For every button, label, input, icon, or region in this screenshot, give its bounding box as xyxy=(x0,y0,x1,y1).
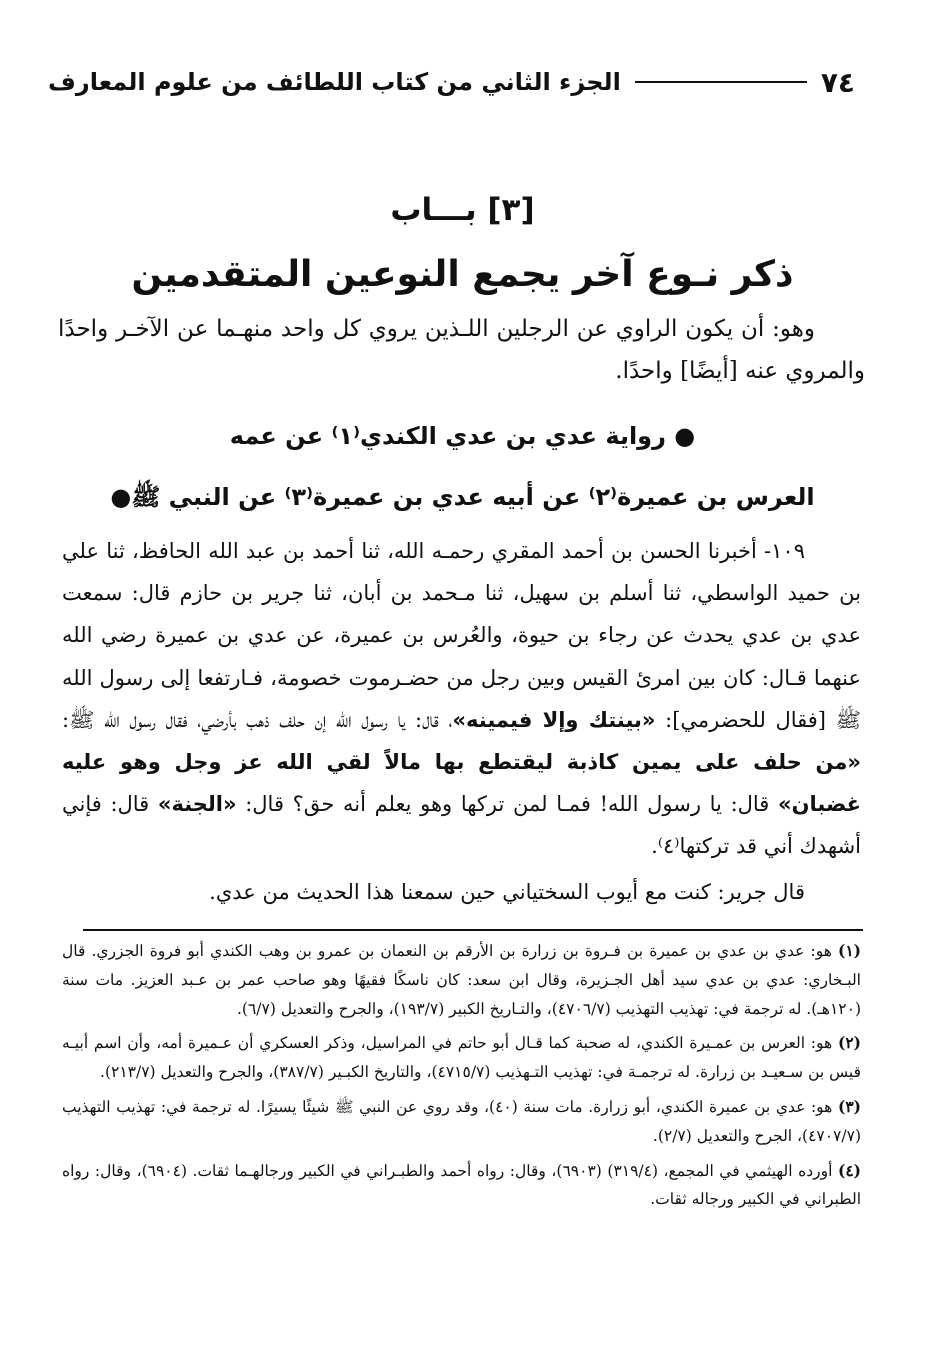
footnote-marker: (١) xyxy=(837,941,861,960)
subheading-line-1: ● رواية عدي بن عدي الكندي⁽١⁾ عن عمه xyxy=(229,422,696,450)
hadith-paragraph xyxy=(62,530,861,868)
hadith-text-4: قال: فإني أشهدك أني قد تركتها⁽٤⁾. xyxy=(62,792,861,859)
hadith-text-3: قال: يا رسول الله! فمـا لمن تركها وهو يعلم أنه حق؟ قال: xyxy=(236,792,778,817)
page-header xyxy=(48,62,855,102)
footnote-text: هو: عدي بن عدي بن عميرة بن فـروة بن زرارة بن الأرقم بن النعمان بن عمرو بن وهب الكندي أبو فروة الجزري. قال البـخاري: عدي بن عدي سيد أهل الجـزيرة، وقال ابن سعد: كان ناسكًا فقيهًا وهو صاحب عمر بن عـبد العزيز. مات سنة (١٢٠هـ). له ترجمة في: تهذيب التهذيب (٤٧٠٦/٧)، والتـاريخ الكبير (١٩٣/٧)، والجرح والتعديل (٦/٧). xyxy=(62,942,861,1018)
running-title: الجزء الثاني من كتاب اللطائف من علوم المعارف xyxy=(48,68,621,96)
hadith-quote-3: «الجنة» xyxy=(157,792,237,817)
footnote-2 xyxy=(62,1029,861,1087)
footnote-marker: (٤) xyxy=(837,1160,861,1180)
subheading-line-2: العرس بن عميرة⁽٢⁾ عن أبيه عدي بن عميرة⁽٣⁾ عن النبي ﷺ● xyxy=(110,483,815,511)
chapter-number: [٣] بـــاب xyxy=(390,192,535,228)
hadith-quote-2: «من حلف على يمين كاذبة ليقتطع بها مالاً لقي الله عز وجل وهو عليه غضبان» xyxy=(62,750,861,817)
hadith-text-1: ١٠٩- أخبرنا الحسن بن أحمد المقري رحمـه الله، ثنا أحمد بن عبد الله الحافظ، ثنا علي بن حميد الواسطي، ثنا أسلم بن سهيل، ثنا مـحمد بن أبان، ثنا جرير بن حازم قال: سمعت عدي بن عدي يحدث عن رجاء بن حيوة، والعُرس بن عميرة، عن عدي بن عميرة رضي الله عنهما قـال: كان بين امرئ القيس وبين رجل من حضـرموت خصومة، فـارتفعا إلى رسول الله ﷺ [فقال للحضرمي]: xyxy=(62,539,861,732)
chapter-title: ذكر نـوع آخر يجمع النوعين المتقدمين xyxy=(131,254,794,295)
footnotes xyxy=(62,937,861,1220)
footnote-1 xyxy=(62,937,861,1023)
footnote-text: هو: عدي بن عميرة الكندي، أبو زرارة. مات سنة (٤٠)، وقد روي عن النبي ﷺ شيئًا يسيرًا. له ترجمة في: تهذيب التهذيب (٤٧٠٧/٧)، الجرح والتعديل (٢/٧). xyxy=(62,1097,861,1145)
footnote-4 xyxy=(62,1157,861,1215)
page-number: ٧٤ xyxy=(820,65,855,99)
jarir-note: قال جرير: كنت مع أيوب السختياني حين سمعنا هذا الحديث من عدي. xyxy=(209,880,805,904)
footnote-text: هو: العرس بن عمـيرة الكندي، له صحبة كما قـال أبو حاتم في المراسيل، وذكر العسكري أن عـميرة أمه، وأن اسم أبيـه قيس بن سـعيـد بن زرارة. له ترجمـة في: تهذيب التـهذيب (٤٧١٥/٧)، والتاريخ الكبـير (٣٨٧/٧)، والجرح والتعديل (٢١٣/٧). xyxy=(62,1034,861,1082)
footnote-3 xyxy=(62,1093,861,1151)
hadith-text-2: ، قال: يا رسول الله إن حلف ذهب بأرضي، فقال رسول الله ﷺ: xyxy=(62,707,453,732)
footnote-text: أورده الهيثمي في المجمع، (٣١٩/٤) (٦٩٠٣)، وقال: رواه أحمد والطبـراني في الكبير ورجالهـما ثقات. (٦٩٠٤)، وقال: رواه الطبراني في الكبير ورجاله ثقات. xyxy=(62,1161,861,1209)
intro-paragraph: وهو: أن يكون الراوي عن الرجلين اللـذين يروي كل واحد منهـما عن الآخـر واحدًا والمروي عنه [أيضًا] واحدًا. xyxy=(58,316,865,384)
footnote-divider xyxy=(83,929,863,931)
footnote-marker: (٣) xyxy=(837,1096,861,1116)
hadith-quote-1: «بينتك وإلا فيمينه» xyxy=(452,707,656,732)
header-rule xyxy=(635,81,807,83)
footnote-marker: (٢) xyxy=(837,1033,861,1053)
